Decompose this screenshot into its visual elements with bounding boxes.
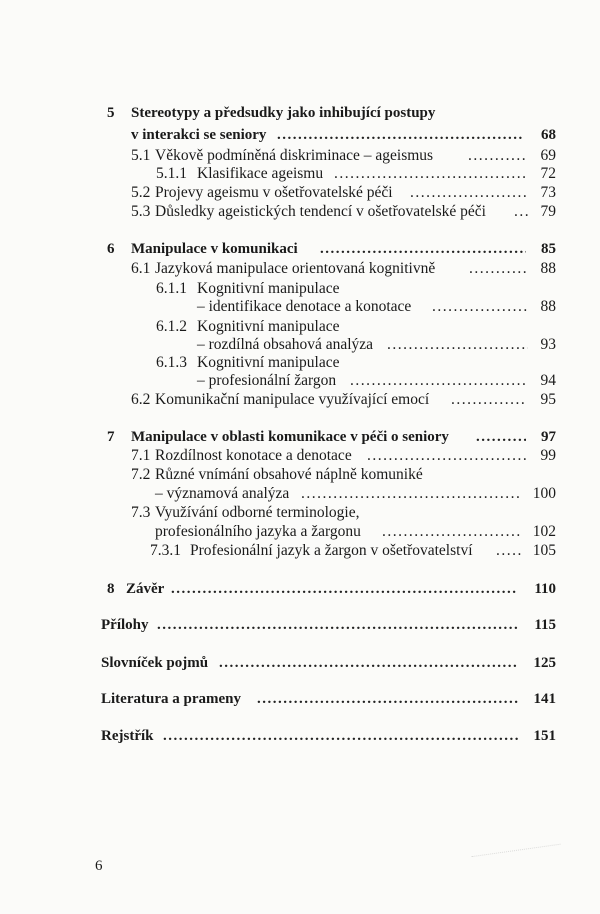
toc-leader xyxy=(171,580,518,598)
toc-entry xyxy=(107,580,556,598)
toc-page: 110 xyxy=(534,581,556,597)
toc-title: Manipulace v oblasti komunikace v péči o seniory xyxy=(131,429,449,445)
toc-leader xyxy=(157,616,518,634)
toc-page: 85 xyxy=(541,241,556,257)
toc-number: 5.2 xyxy=(131,184,151,201)
toc-title: Projevy ageismu v ošetřovatelské péči xyxy=(155,184,393,201)
toc-leader xyxy=(277,126,523,144)
toc-title: – identifikace denotace a konotace xyxy=(197,298,412,315)
toc-entry xyxy=(101,727,556,745)
toc-entry xyxy=(131,504,556,522)
toc-number: 7.3 xyxy=(131,504,151,521)
toc-title: – rozdílná obsahová analýza xyxy=(197,336,374,353)
toc-entry xyxy=(101,616,556,634)
toc-number: 8 xyxy=(107,581,115,597)
toc-leader xyxy=(301,485,521,503)
toc-number: 7 xyxy=(107,429,115,445)
toc-page: 99 xyxy=(540,447,556,464)
toc-title: Důsledky ageistických tendencí v ošetřovatelské péči xyxy=(155,203,486,220)
toc-number: 6 xyxy=(107,241,115,257)
toc-number: 6.1 xyxy=(131,260,151,277)
toc-title: Slovníček pojmů xyxy=(101,655,209,671)
toc-number: 5.3 xyxy=(131,203,151,220)
toc-page: 151 xyxy=(533,728,556,744)
toc-title: Rejstřík xyxy=(101,728,154,744)
scan-mark xyxy=(469,830,560,857)
toc-entry xyxy=(156,354,556,372)
toc-page: 68 xyxy=(541,127,556,143)
toc-number: 7.1 xyxy=(131,447,151,464)
toc-entry xyxy=(155,523,556,541)
toc-leader xyxy=(476,428,526,446)
toc-page: 97 xyxy=(541,429,556,445)
toc-leader xyxy=(410,184,526,202)
toc-title: Profesionální jazyk a žargon v ošetřovatelství xyxy=(190,542,473,559)
toc-title: Kognitivní manipulace xyxy=(197,318,340,335)
toc-title: Klasifikace ageismu xyxy=(197,165,324,182)
toc-title: Závěr xyxy=(126,581,165,597)
toc-entry xyxy=(131,184,556,202)
toc-title: Rozdílnost konotace a denotace xyxy=(155,447,352,464)
toc-leader xyxy=(367,447,527,465)
toc-title: Různé vnímání obsahové náplně komuniké xyxy=(155,466,423,483)
toc-number: 7.2 xyxy=(131,466,151,483)
toc-leader xyxy=(219,654,518,672)
toc-leader xyxy=(163,727,518,745)
toc-page: 125 xyxy=(533,655,556,671)
toc-leader xyxy=(451,391,527,409)
toc-title: Kognitivní manipulace xyxy=(197,354,340,371)
toc-page: 115 xyxy=(534,617,556,633)
toc-entry xyxy=(131,260,556,278)
toc-page: 79 xyxy=(540,203,556,220)
toc-page: 141 xyxy=(533,691,556,707)
toc-title: Stereotypy a předsudky jako inhibující postupy xyxy=(131,105,436,121)
toc-entry xyxy=(107,240,556,258)
toc-title: v interakci se seniory xyxy=(131,127,267,143)
toc-leader xyxy=(257,690,518,708)
toc-leader xyxy=(514,203,528,221)
toc-leader xyxy=(382,523,520,541)
toc-number: 6.1.1 xyxy=(156,280,187,297)
toc-entry xyxy=(156,280,556,298)
toc-page: 69 xyxy=(540,147,556,164)
toc-entry xyxy=(155,485,556,503)
toc-entry xyxy=(107,428,556,446)
toc-entry xyxy=(156,165,556,183)
toc-page: 94 xyxy=(540,372,556,389)
toc-entry xyxy=(131,126,556,144)
toc-title: Jazyková manipulace orientovaná kognitivně xyxy=(155,260,436,277)
toc-leader xyxy=(496,542,522,560)
toc-page: 93 xyxy=(540,336,556,353)
toc-number: 7.3.1 xyxy=(150,542,181,559)
toc-page: 100 xyxy=(532,485,556,502)
toc-leader xyxy=(350,372,528,390)
toc-page: 88 xyxy=(540,298,556,315)
toc-title: Komunikační manipulace využívající emocí xyxy=(155,391,430,408)
toc-title: Literatura a prameny xyxy=(101,691,241,707)
toc-title: – profesionální žargon xyxy=(197,372,337,389)
page-number: 6 xyxy=(95,858,103,874)
toc-entry xyxy=(107,104,562,122)
toc-entry xyxy=(156,318,556,336)
toc-title: Manipulace v komunikaci xyxy=(131,241,298,257)
toc-entry xyxy=(150,542,556,560)
toc-title: Přílohy xyxy=(101,617,149,633)
toc-page: 95 xyxy=(540,391,556,408)
toc-entry xyxy=(197,372,556,390)
toc-entry xyxy=(197,298,556,316)
toc-entry xyxy=(131,203,556,221)
toc-entry xyxy=(197,336,556,354)
toc-leader xyxy=(387,336,528,354)
toc-entry xyxy=(101,690,556,708)
toc-number: 5 xyxy=(107,105,115,121)
toc-title: – významová analýza xyxy=(155,485,290,502)
toc-number: 5.1.1 xyxy=(156,165,187,182)
toc-title: profesionálního jazyka a žargonu xyxy=(155,523,361,540)
toc-entry xyxy=(131,447,556,465)
toc-page: 73 xyxy=(540,184,556,201)
toc-entry xyxy=(101,654,556,672)
toc-leader xyxy=(432,298,529,316)
toc-title: Využívání odborné terminologie, xyxy=(155,504,360,521)
toc-page: 105 xyxy=(532,542,556,559)
toc-leader xyxy=(469,260,527,278)
toc-entry xyxy=(131,391,556,409)
toc-number: 6.1.3 xyxy=(156,354,187,371)
toc-page: 102 xyxy=(532,523,556,540)
toc-page: 88 xyxy=(540,260,556,277)
toc-title: Věkově podmíněná diskriminace – ageismus xyxy=(155,147,434,164)
toc-number: 5.1 xyxy=(131,147,151,164)
toc-leader xyxy=(320,240,526,258)
toc-number: 6.1.2 xyxy=(156,318,187,335)
toc-entry xyxy=(131,147,556,165)
toc-leader xyxy=(468,147,526,165)
toc-page: 72 xyxy=(540,165,556,182)
toc-leader xyxy=(334,165,526,183)
toc-entry xyxy=(131,466,556,484)
toc-title: Kognitivní manipulace xyxy=(197,280,340,297)
toc-number: 6.2 xyxy=(131,391,151,408)
